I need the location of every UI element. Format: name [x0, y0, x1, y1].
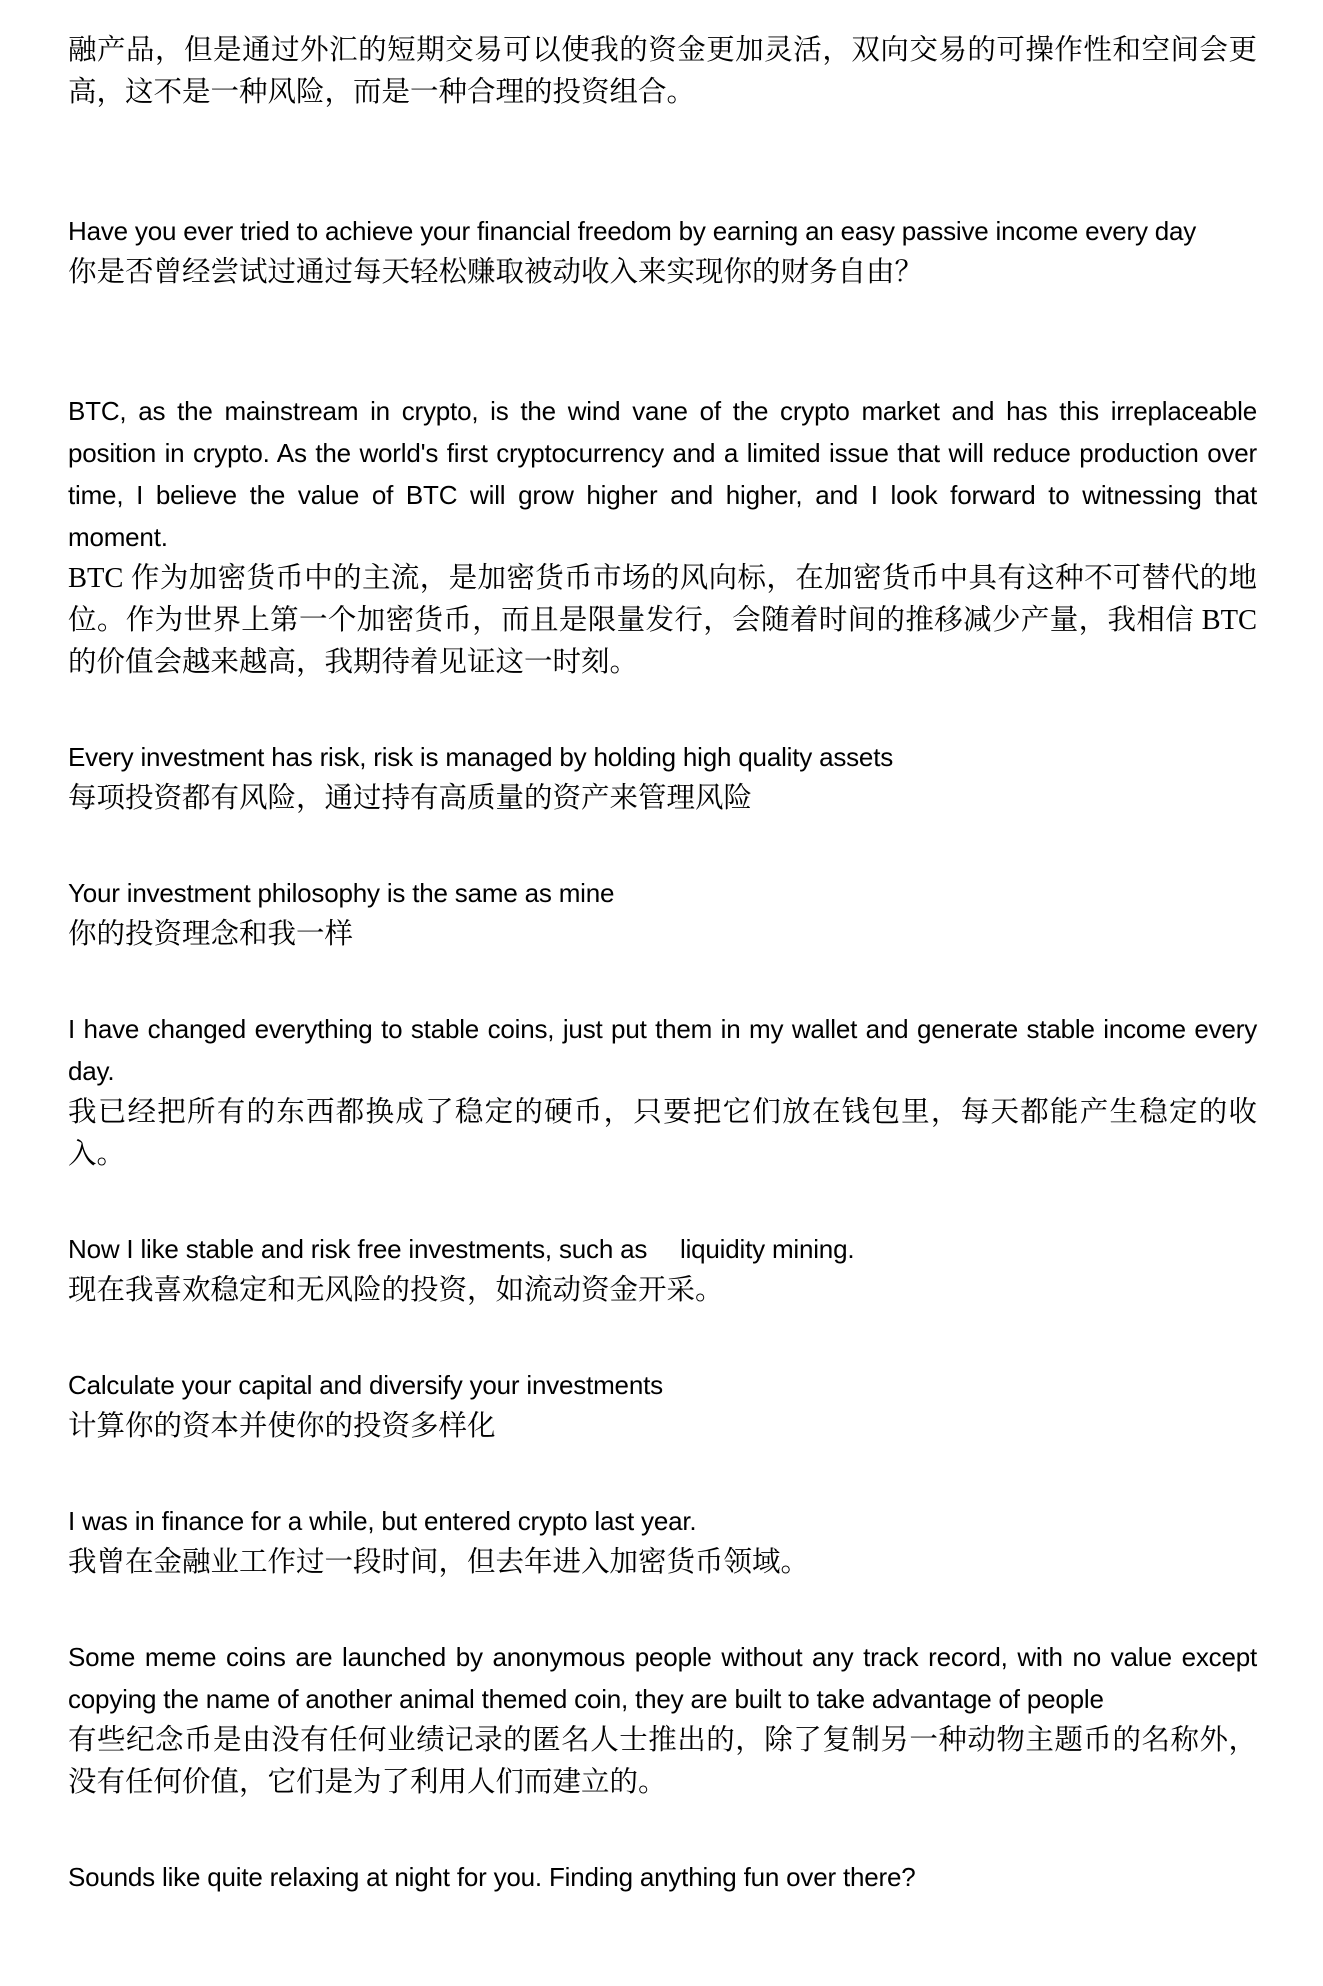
- text-block: [68, 1228, 1257, 1312]
- text-block: [68, 1364, 1257, 1448]
- text-block: [68, 1500, 1257, 1584]
- paragraph-zh: 你是否曾经尝试过通过每天轻松赚取被动收入来实现你的财务自由？: [68, 257, 924, 288]
- text-block: [68, 210, 1257, 294]
- paragraph-en: Have you ever tried to achieve your financial freedom by earning an easy passive income every day: [68, 216, 1197, 246]
- paragraph-zh: 有些纪念币是由没有任何业绩记录的匿名人士推出的，除了复制另一种动物主题币的名称外，没有任何价值，它们是为了利用人们而建立的。: [68, 1725, 1257, 1798]
- paragraph-zh: 我已经把所有的东西都换成了稳定的硬币，只要把它们放在钱包里，每天都能产生稳定的收入。: [68, 1097, 1257, 1170]
- paragraph-en: Every investment has risk, risk is managed by holding high quality assets: [68, 742, 894, 772]
- text-block: [68, 1856, 1257, 1898]
- text-block: [68, 390, 1257, 684]
- paragraph-en: Sounds like quite relaxing at night for you. Finding anything fun over there?: [68, 1862, 916, 1892]
- text-block: [68, 736, 1257, 820]
- paragraph-en: BTC, as the mainstream in crypto, is the wind vane of the crypto market and has this irreplaceable position in crypto. As the world's first cryptocurrency and a limited issue that will reduce production over time, I believe the value of BTC will grow higher and higher, and I look forward to witnessing that moment.: [68, 396, 1257, 552]
- text-block: [68, 1008, 1257, 1176]
- paragraph-zh: 你的投资理念和我一样: [68, 919, 354, 950]
- paragraph-zh: 融产品，但是通过外汇的短期交易可以使我的资金更加灵活，双向交易的可操作性和空间会更高，这不是一种风险，而是一种合理的投资组合。: [68, 35, 1257, 108]
- paragraph-zh: 每项投资都有风险，通过持有高质量的资产来管理风险: [68, 783, 753, 814]
- paragraph-zh: 现在我喜欢稳定和无风险的投资，如流动资金开采。: [68, 1275, 724, 1306]
- paragraph-en: Your investment philosophy is the same as mine: [68, 878, 615, 908]
- paragraph-en: I was in finance for a while, but entered crypto last year.: [68, 1506, 697, 1536]
- paragraph-zh: BTC 作为加密货币中的主流，是加密货币市场的风向标，在加密货币中具有这种不可替代的地位。作为世界上第一个加密货币，而且是限量发行，会随着时间的推移减少产量，我相信 BTC 的价值会越来越高，我期待着见证这一时刻。: [68, 563, 1257, 678]
- paragraph-zh: 我曾在金融业工作过一段时间，但去年进入加密货币领域。: [68, 1547, 810, 1578]
- paragraph-en: Some meme coins are launched by anonymous people without any track record, with no value except copying the name of another animal themed coin, they are built to take advantage of people: [68, 1642, 1257, 1714]
- text-block: [68, 872, 1257, 956]
- paragraph-en: I have changed everything to stable coins, just put them in my wallet and generate stable income every day.: [68, 1014, 1257, 1086]
- text-block: [68, 30, 1257, 114]
- text-block: [68, 1636, 1257, 1804]
- paragraph-zh: 计算你的资本并使你的投资多样化: [68, 1411, 496, 1442]
- paragraph-en: Calculate your capital and diversify your investments: [68, 1370, 663, 1400]
- paragraph-en: Now I like stable and risk free investments, such as liquidity mining.: [68, 1234, 855, 1264]
